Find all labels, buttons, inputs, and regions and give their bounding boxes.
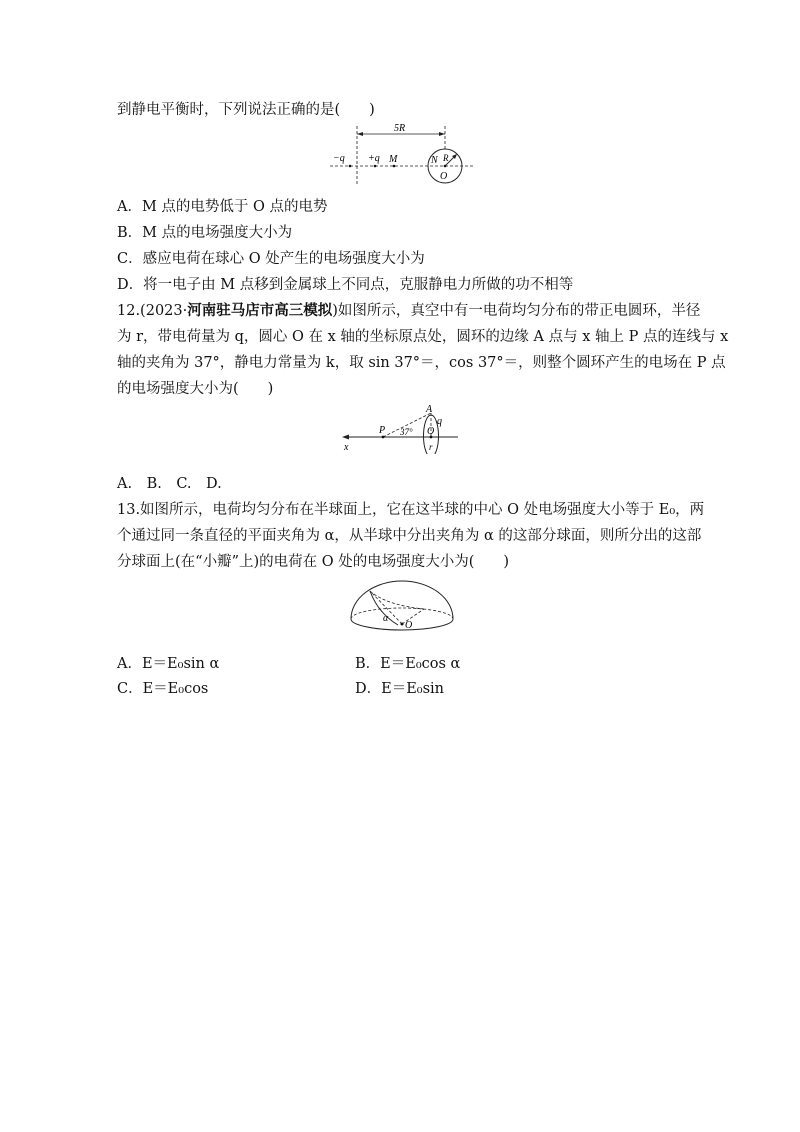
q11-option-b: B．M 点的电场强度大小为 (117, 225, 293, 241)
center-O-dot (444, 165, 447, 168)
center-O-dot (401, 623, 404, 626)
label-R: R (443, 153, 449, 163)
label-O: O (405, 620, 413, 631)
label-q: q (437, 416, 442, 427)
q11-option-d: D．将一电子由 M 点移到金属球上不同点，克服静电力所做的功不相等 (117, 277, 574, 293)
neg-charge-dot (349, 165, 352, 168)
q11-figure (330, 120, 475, 186)
label-O: O (440, 171, 448, 182)
q12-line2: 为 r，带电荷量为 q，圆心 O 在 x 轴的坐标原点处，圆环的边缘 A 点与 x 轴上 P 点的连线与 x (117, 329, 729, 345)
base-ellipse-back (351, 608, 453, 619)
q13-line1: 13.如图所示，电荷均匀分布在半球面上，它在这半球的中心 O 处电场强度大小等于 E₀，两 (117, 502, 705, 518)
q12-line4: 的电场强度大小为( ) (117, 381, 274, 397)
label-A: A (426, 404, 433, 415)
arrow-left (357, 132, 363, 136)
label-x: x (344, 442, 349, 453)
x-axis-arrow (342, 435, 349, 440)
q12-line1-rest: )如图所示，真空中有一电荷均匀分布的带正电圆环，半径 (332, 303, 701, 319)
point-P-dot (382, 436, 385, 439)
label-P: P (379, 425, 386, 436)
label-pos-q: +q (368, 153, 380, 164)
label-alpha: α (383, 613, 389, 624)
arrow-right (439, 132, 445, 136)
q11-stem-tail: 到静电平衡时，下列说法正确的是( ) (117, 102, 375, 118)
q11-option-c: C．感应电荷在球心 O 处产生的电场强度大小为 (117, 251, 425, 267)
q13-option-b: B．E＝E₀cos α (355, 656, 461, 672)
q12-line1 (117, 299, 700, 320)
q12-line3: 轴的夹角为 37°，静电力常量为 k，取 sin 37°＝，cos 37°＝，则整个圆环产生的电场在 P 点 (117, 355, 726, 371)
q13-option-d: D．E＝E₀sin (355, 681, 445, 697)
q13-option-a: A．E＝E₀sin α (117, 656, 220, 672)
q12-prefix: 12.(2023· (117, 303, 188, 319)
label-angle: 37° (400, 427, 413, 437)
hemisphere-dome (351, 581, 453, 619)
q13-line2: 个通过同一条直径的平面夹角为 α，从半球中分出夹角为 α 的这部分球面，则所分出的这部 (117, 528, 702, 544)
q12-source: 河南驻马店市高三模拟 (187, 302, 333, 319)
label-5R: 5R (394, 123, 406, 134)
label-N: N (431, 155, 438, 166)
q13-figure (346, 577, 458, 637)
point-M-dot (393, 165, 396, 168)
q13-line3: 分球面上(在“小瓣”上)的电荷在 O 处的电场强度大小为( ) (117, 554, 510, 570)
label-r: r (429, 442, 433, 452)
pos-charge-dot (374, 165, 377, 168)
label-neg-q: −q (333, 153, 345, 164)
label-M: M (389, 154, 398, 165)
q11-option-a: A．M 点的电势低于 O 点的电势 (117, 199, 328, 215)
q12-figure (338, 400, 468, 454)
q12-options: A. B. C. D. (117, 476, 222, 492)
q13-option-c: C．E＝E₀cos (117, 681, 209, 697)
label-O: O (427, 426, 435, 437)
